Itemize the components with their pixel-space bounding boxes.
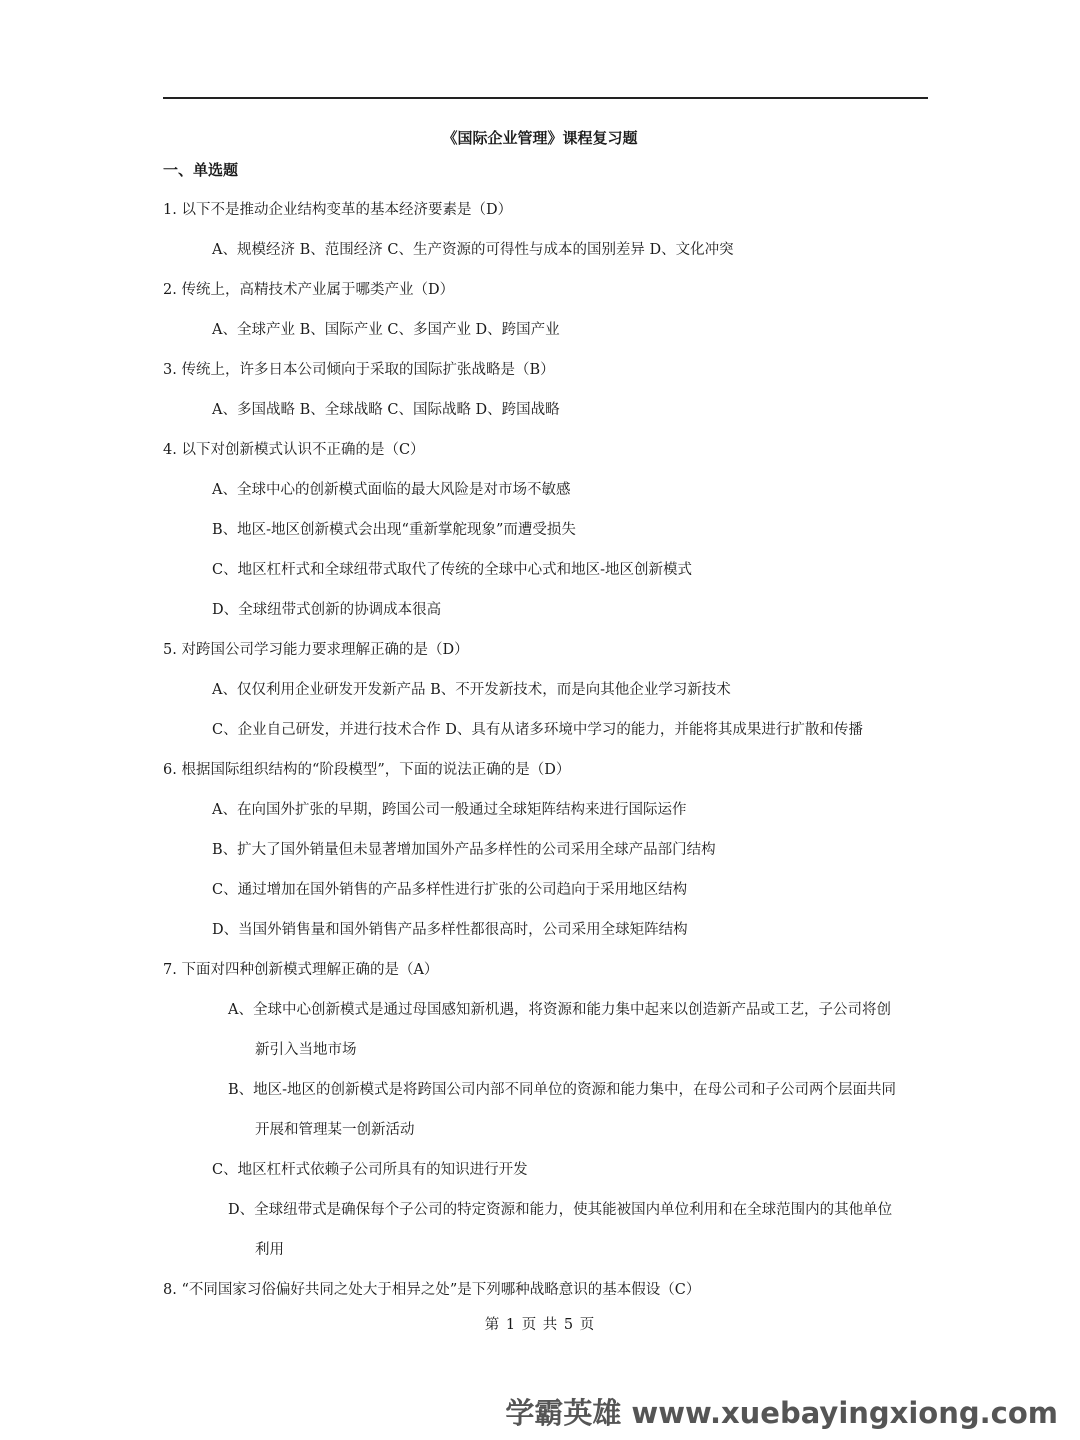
header-rule [163,97,928,99]
question-6-option-c: C、通过增加在国外销售的产品多样性进行扩张的公司趋向于采用地区结构 [212,882,688,898]
question-7-option-b-line1: B、地区-地区的创新模式是将跨国公司内部不同单位的资源和能力集中，在母公司和子公司两个层面共同 [228,1082,897,1098]
document-title: 《国际企业管理》课程复习题 [442,129,638,147]
question-6-option-a: A、在向国外扩张的早期，跨国公司一般通过全球矩阵结构来进行国际运作 [212,802,687,818]
question-5-options-cd: C、企业自己研发，并进行技术合作 D、具有从诸多环境中学习的能力，并能将其成果进行扩散和传播 [212,722,863,738]
page-footer: 第 1 页 共 5 页 [484,1317,596,1333]
question-4-option-b: B、地区-地区创新模式会出现“重新掌舵现象”而遭受损失 [212,522,576,538]
question-6-option-d: D、当国外销售量和国外销售产品多样性都很高时，公司采用全球矩阵结构 [212,922,688,938]
site-watermark: 学霸英雄 www.xuebayingxiong.com [505,1396,1058,1430]
question-8: 8. “不同国家习俗偏好共同之处大于相异之处”是下列哪种战略意识的基本假设（C） [163,1282,701,1298]
question-5-options-ab: A、仅仅利用企业研发开发新产品 B、不开发新技术，而是向其他企业学习新技术 [212,682,731,698]
question-7-option-a-line2: 新引入当地市场 [255,1042,357,1058]
question-1: 1. 以下不是推动企业结构变革的基本经济要素是（D） [163,202,513,218]
question-3-options: A、多国战略 B、全球战略 C、国际战略 D、跨国战略 [212,402,560,418]
question-4-option-a: A、全球中心的创新模式面临的最大风险是对市场不敏感 [212,482,571,498]
question-2: 2. 传统上，高精技术产业属于哪类产业（D） [163,282,455,298]
question-7-option-d-line2: 利用 [255,1242,284,1258]
question-7: 7. 下面对四种创新模式理解正确的是（A） [163,962,439,978]
question-6: 6. 根据国际组织结构的“阶段模型”，下面的说法正确的是（D） [163,762,571,778]
question-7-option-c: C、地区杠杆式依赖子公司所具有的知识进行开发 [212,1162,528,1178]
question-4-option-c: C、地区杠杆式和全球纽带式取代了传统的全球中心式和地区-地区创新模式 [212,562,692,578]
question-2-options: A、全球产业 B、国际产业 C、多国产业 D、跨国产业 [212,322,560,338]
question-5: 5. 对跨国公司学习能力要求理解正确的是（D） [163,642,469,658]
question-7-option-b-line2: 开展和管理某一创新活动 [255,1122,415,1138]
question-1-options: A、规模经济 B、范围经济 C、生产资源的可得性与成本的国别差异 D、文化冲突 [212,242,734,258]
question-7-option-a-line1: A、全球中心创新模式是通过母国感知新机遇，将资源和能力集中起来以创造新产品或工艺，子公司将创 [228,1002,891,1018]
question-3: 3. 传统上，许多日本公司倾向于采取的国际扩张战略是（B） [163,362,555,378]
section-heading: 一、单选题 [163,161,239,179]
question-6-option-b: B、扩大了国外销量但未显著增加国外产品多样性的公司采用全球产品部门结构 [212,842,716,858]
question-7-option-d-line1: D、全球纽带式是确保每个子公司的特定资源和能力，使其能被国内单位利用和在全球范围内的其他单位 [228,1202,893,1218]
question-4-option-d: D、全球纽带式创新的协调成本很高 [212,602,442,618]
question-4: 4. 以下对创新模式认识不正确的是（C） [163,442,425,458]
